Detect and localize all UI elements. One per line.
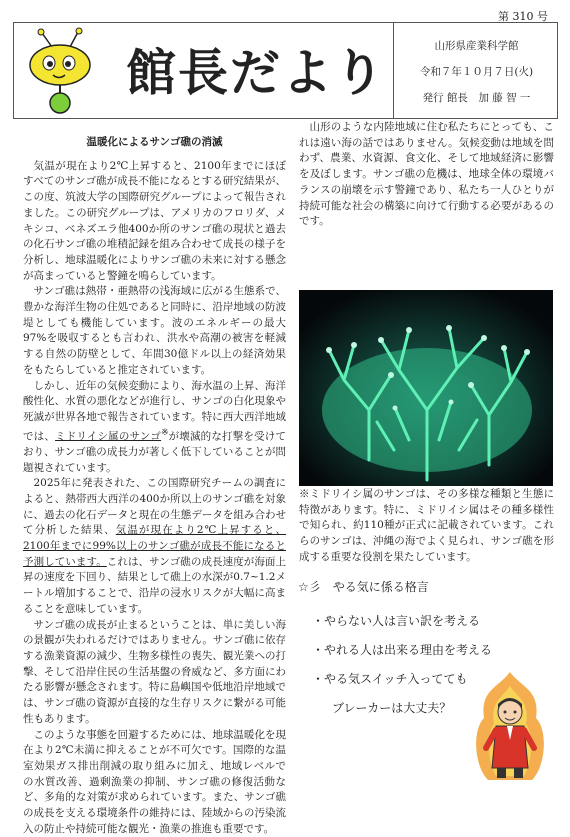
article-paragraph: 山形のような内陸地域に住む私たちにとっても、これは遠い海の話ではありません。気候変動は地域を問わず、農業、水資源、食文化、そして地域経済に影響を及ぼします。サンゴ礁の危機は、地球全体の環境バランスの崩壊を示す警鐘であり、私たち一人ひとりが持続可能な社会の構築に向けて行動する必要があるのです。 — [299, 121, 554, 228]
article-paragraph: サンゴ礁の成長が止まるということは、単に美しい海の景観が失われるだけではありません。サンゴ礁に依存する漁業資源の減少、生物多様性の喪失、観光業への打撃、そして沿岸住民の生活基盤の脅威など、多方面にわたる影響が懸念されます。特に島嶼国や低地沿岸地域では、サンゴ礁の資源が直接的な生存リスクに繋がる可能性もあります。 — [23, 618, 286, 725]
publish-date: 令和７年１０月７日(火) — [419, 66, 534, 78]
article-left-column — [23, 135, 286, 837]
paragraph-text: が壊滅的な打撃を受けており、サンゴ礁の成長力が著しく低下していることが問題視されています。 — [23, 430, 286, 474]
underlined-text: 気温が現在より2℃上昇すると、2100年までに99%以上のサンゴ礁が成長不能になると予測しています。 — [23, 524, 286, 568]
footnote-mark: ※ — [161, 427, 169, 438]
article-paragraph: このような事態を回避するためには、地球温暖化を現在より2℃未満に抑えることが不可欠です。国際的な温室効果ガス排出削減の取り組みに加え、地域レベルでの水質改善、過剰漁業の抑制、サンゴ礁の修復活動など、多角的な対策が求められています。また、サンゴ礁の成長を支える環境条件の維持には、陸域からの汚染流入の防止や持続可能な観光・漁業の推進も重要です。 — [23, 728, 286, 835]
paragraph-text: しかし、近年の気候変動により、海水温の上昇、海洋酸性化、水質の悪化などが進行し、サンゴの白化現象や死滅が世界各地で報告されています。特に西大西洋地域では、 — [23, 379, 286, 443]
article-paragraph — [23, 379, 286, 477]
coral-photo — [299, 290, 553, 486]
issue-number: 第 310 号 — [498, 10, 548, 23]
paragraph-text: 2025年に発表された、この国際研究チームの調査によると、熱帯西大西洋の400か所以上のサンゴ礁を対象に、過去の化石データと現在の生態データを組み合わせて分析した結果、 — [23, 477, 286, 537]
motto-title: ☆彡 やる気に係る格言 — [298, 580, 429, 594]
motto-line: ・やる気スイッチ入ってても — [312, 672, 468, 686]
underlined-text: ミドリイシ属のサンゴ — [55, 430, 162, 443]
article-paragraph — [23, 476, 286, 617]
article-paragraph: 気温が現在より2℃上昇すると、2100年までにほぼすべてのサンゴ礁が成長不能になるとする研究結果が、この度、筑波大学の国際研究グループによって報告されました。この研究グループは、アメリカのフロリダ、メキシコ、ベネズエラ他400か所のサンゴ礁の現状と過去の化石サンゴ礁の堆積記録を組み合わせて成長の様子を分析し、地球温暖化によりサンゴ礁の未来に対する懸念が高まっていると警鐘を鳴らしています。 — [23, 159, 286, 282]
article-paragraph: サンゴ礁は熱帯・亜熱帯の浅海域に広がる生態系で、豊かな海洋生物の住処であると同時に、沿岸地域の防波堤としても機能しています。波のエネルギーの最大97%を吸収するとも言われ、洪水や高潮の被害を軽減する自然の防壁として、年間30億ドル以上の経済効果をもたらしていると推定されています。 — [23, 285, 286, 376]
photo-caption: ※ミドリイシ属のサンゴは、その多様な種類と生態に特徴があります。特に、ミドリイシ属はその種多様性で知られ、約110種が正式に記載されています。これらのサンゴは、沖縄の海でよく見られ、サンゴ礁を形成する重要な役割を果たしています。 — [299, 488, 554, 563]
organization-name: 山形県産業科学館 — [434, 40, 519, 52]
header-info — [393, 23, 559, 118]
motto-line: ・やれる人は出来る理由を考える — [312, 643, 493, 657]
paragraph-text: これは、サンゴ礁の成長速度が海面上昇の速度を下回り、結果として礁上の水深が0.7~1.2メートル増加することで、沿岸の浸水リスクが大幅に高まることを意味しています。 — [23, 555, 286, 615]
newsletter-title: 館長だより — [126, 44, 386, 102]
motivated-person-illustration — [470, 668, 550, 782]
motto-line: ブレーカーは大丈夫？ — [332, 701, 452, 715]
article-heading: 温暖化によるサンゴ礁の消滅 — [86, 136, 223, 148]
article-right-column — [299, 120, 554, 230]
mascot-illustration — [20, 27, 110, 117]
motto-line: ・やらない人は言い訳を考える — [312, 614, 481, 628]
coral-image — [299, 290, 553, 486]
newsletter-header — [13, 22, 558, 119]
publisher-name: 発行 館長 加 藤 智 一 — [422, 92, 531, 104]
